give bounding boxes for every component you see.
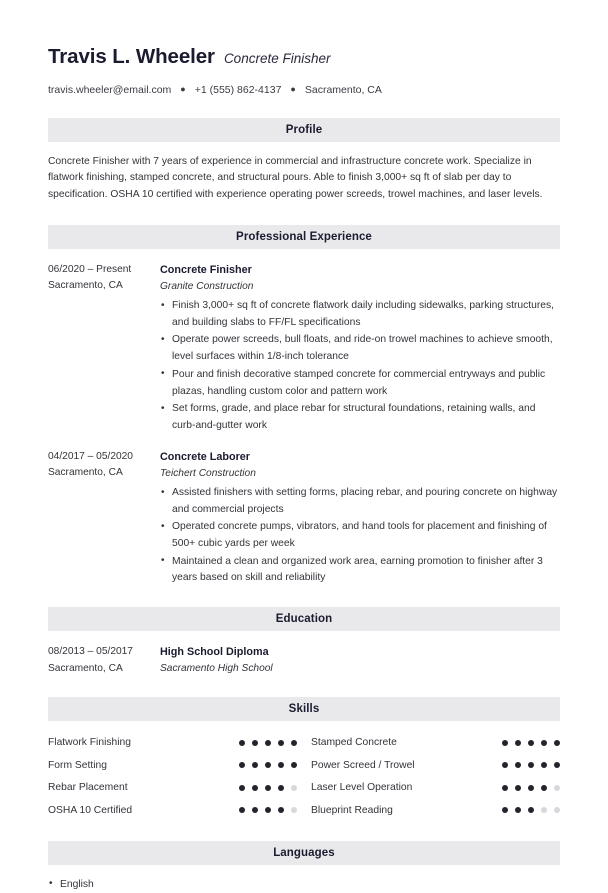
rating-dot-filled [252, 785, 258, 791]
experience-dates: 06/2020 – Present [48, 263, 132, 275]
rating-dot-filled [265, 785, 271, 791]
skill-label: Power Screed / Trowel [311, 759, 415, 771]
rating-dot-filled [554, 740, 560, 746]
rating-dot-filled [239, 762, 245, 768]
rating-dot-empty [554, 807, 560, 813]
skill-rating-dots [494, 785, 560, 791]
rating-dot-filled [265, 762, 271, 768]
rating-dot-filled [515, 785, 521, 791]
experience-details [160, 449, 560, 589]
rating-dot-filled [515, 762, 521, 768]
rating-dot-filled [239, 785, 245, 791]
rating-dot-filled [252, 762, 258, 768]
rating-dot-filled [252, 740, 258, 746]
contact-separator-dot-icon: ● [180, 83, 186, 94]
rating-dot-filled [252, 807, 258, 813]
skill-label: Flatwork Finishing [48, 737, 131, 749]
skill-rating-dots [494, 807, 560, 813]
skill-row [311, 777, 560, 800]
education-dates: 08/2013 – 05/2017 [48, 646, 133, 658]
rating-dot-filled [528, 740, 534, 746]
rating-dot-empty [541, 807, 547, 813]
languages-list [48, 877, 560, 893]
contact-line [48, 84, 560, 96]
language-item: • English [48, 877, 560, 893]
skill-rating-dots [231, 785, 297, 791]
skill-row [48, 799, 297, 822]
experience-entry [48, 449, 560, 589]
contact-separator-dot-icon: ● [290, 83, 296, 94]
resume-header [48, 44, 560, 96]
rating-dot-filled [515, 807, 521, 813]
skills-grid [48, 732, 560, 822]
experience-details [160, 262, 560, 436]
rating-dot-filled [278, 762, 284, 768]
rating-dot-filled [265, 740, 271, 746]
section-header-languages: Languages [48, 841, 560, 865]
rating-dot-filled [541, 785, 547, 791]
education-meta [48, 644, 160, 678]
experience-bullet-list [160, 298, 560, 434]
experience-location: Sacramento, CA [48, 467, 123, 479]
rating-dot-filled [502, 762, 508, 768]
experience-organization: Teichert Construction [160, 467, 256, 479]
experience-role: Concrete Finisher [160, 263, 252, 276]
header-name-line [48, 44, 560, 70]
skill-label: Blueprint Reading [311, 804, 393, 816]
skill-rating-dots [494, 762, 560, 768]
rating-dot-filled [528, 807, 534, 813]
experience-bullet: • Maintained a clean and organized work area, earning promotion to finisher after 3 years based on skill and reliability [160, 554, 560, 587]
skill-rating-dots [231, 807, 297, 813]
experience-bullet: • Pour and finish decorative stamped concrete for commercial entryways and public plazas, handling custom color and pattern work [160, 367, 560, 400]
rating-dot-empty [291, 807, 297, 813]
education-degree: High School Diploma [160, 646, 269, 659]
rating-dot-filled [278, 785, 284, 791]
experience-location: Sacramento, CA [48, 280, 123, 292]
rating-dot-empty [554, 785, 560, 791]
experience-bullet: • Operate power screeds, bull floats, and ride-on trowel machines to achieve smooth, level surfaces within 1/8-inch tolerance [160, 332, 560, 365]
contact-email[interactable]: travis.wheeler@email.com [48, 83, 172, 96]
skill-label: OSHA 10 Certified [48, 804, 133, 816]
section-header-experience: Professional Experience [48, 225, 560, 249]
section-header-education: Education [48, 607, 560, 631]
experience-entry [48, 262, 560, 436]
skill-label: Rebar Placement [48, 782, 128, 794]
rating-dot-filled [239, 740, 245, 746]
skill-label: Form Setting [48, 759, 107, 771]
rating-dot-filled [515, 740, 521, 746]
rating-dot-filled [541, 740, 547, 746]
experience-organization: Granite Construction [160, 280, 254, 292]
rating-dot-filled [502, 785, 508, 791]
skill-row [48, 754, 297, 777]
education-details [160, 644, 560, 678]
experience-bullet: • Set forms, grade, and place rebar for structural foundations, retaining walls, and curb-and-gutter work [160, 401, 560, 434]
candidate-name: Travis L. Wheeler [48, 45, 215, 68]
skill-rating-dots [494, 740, 560, 746]
rating-dot-filled [291, 762, 297, 768]
rating-dot-filled [528, 785, 534, 791]
experience-meta [48, 449, 160, 589]
rating-dot-filled [239, 807, 245, 813]
skill-row [48, 777, 297, 800]
experience-bullet-list [160, 485, 560, 587]
section-header-profile: Profile [48, 118, 560, 142]
experience-role: Concrete Laborer [160, 450, 250, 463]
skill-label: Laser Level Operation [311, 782, 413, 794]
rating-dot-empty [291, 785, 297, 791]
rating-dot-filled [265, 807, 271, 813]
education-entry [48, 644, 560, 678]
education-location: Sacramento, CA [48, 662, 123, 674]
profile-summary-text: Concrete Finisher with 7 years of experience in commercial and infrastructure concrete work. Specialize in flatwork finishing, stamped concrete, and structural pours. Able to finish 3,000+ sq ft of slab per day to specification. OSHA 10 certified with experience operating power screeds, trowel machines, and laser levels. [48, 155, 543, 200]
rating-dot-filled [528, 762, 534, 768]
rating-dot-filled [291, 740, 297, 746]
skill-rating-dots [231, 762, 297, 768]
rating-dot-filled [278, 807, 284, 813]
experience-bullet: • Finish 3,000+ sq ft of concrete flatwork daily including sidewalks, parking structures, and building slabs to FF/FL specifications [160, 298, 560, 331]
rating-dot-filled [502, 807, 508, 813]
candidate-job-title: Concrete Finisher [223, 51, 331, 66]
skill-row [311, 754, 560, 777]
skill-row [311, 732, 560, 755]
rating-dot-filled [278, 740, 284, 746]
rating-dot-filled [554, 762, 560, 768]
skill-rating-dots [231, 740, 297, 746]
education-institution: Sacramento High School [160, 663, 273, 675]
skill-row [48, 732, 297, 755]
rating-dot-filled [502, 740, 508, 746]
skill-label: Stamped Concrete [311, 737, 397, 749]
skill-row [311, 799, 560, 822]
section-header-skills: Skills [48, 697, 560, 721]
experience-bullet: • Operated concrete pumps, vibrators, and hand tools for placement and finishing of 500+ cubic yards per week [160, 519, 560, 552]
contact-phone[interactable]: +1 (555) 862-4137 [194, 83, 282, 96]
contact-location: Sacramento, CA [304, 83, 382, 96]
experience-meta [48, 262, 160, 436]
rating-dot-filled [541, 762, 547, 768]
experience-bullet: • Assisted finishers with setting forms, placing rebar, and pouring concrete on highway and commercial projects [160, 485, 560, 518]
experience-dates: 04/2017 – 05/2020 [48, 450, 133, 462]
